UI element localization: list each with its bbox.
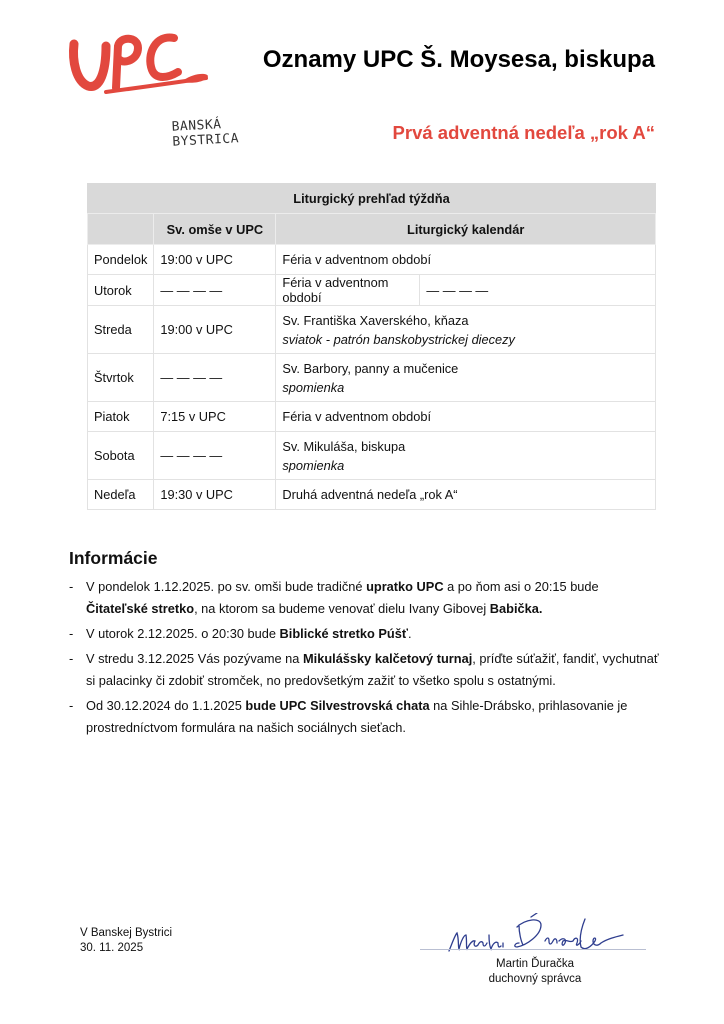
table-caption: Liturgický prehľad týždňa bbox=[88, 184, 656, 214]
calendar-feast: Sv. Mikuláša, biskupa bbox=[282, 438, 406, 454]
calendar-cell bbox=[276, 306, 656, 354]
calendar-rank: spomienka bbox=[282, 379, 345, 395]
info-text-run: V utorok 2.12.2025. o 20:30 bude bbox=[86, 626, 280, 641]
info-item bbox=[69, 648, 661, 692]
info-item bbox=[69, 623, 661, 645]
info-item bbox=[69, 695, 661, 739]
extra-cell: — — — — bbox=[420, 275, 656, 306]
mass-cell: — — — — bbox=[154, 432, 276, 480]
info-emphasis: Čitateľské stretko bbox=[86, 601, 195, 616]
mass-cell: 7:15 v UPC bbox=[154, 402, 276, 432]
mass-cell: 19:00 v UPC bbox=[154, 306, 276, 354]
table-row bbox=[88, 306, 656, 354]
signer-block bbox=[470, 957, 600, 987]
day-cell: Streda bbox=[88, 306, 154, 354]
calendar-cell bbox=[276, 354, 656, 402]
info-item-text bbox=[86, 626, 412, 641]
place: V Banskej Bystrici bbox=[80, 927, 173, 939]
info-text-run: V pondelok 1.12.2025. po sv. omši bude tradičné bbox=[86, 579, 367, 594]
place-date bbox=[80, 926, 172, 956]
day-cell: Sobota bbox=[88, 432, 154, 480]
bullet-dash: - bbox=[69, 579, 74, 594]
calendar-feast: Sv. Barbory, panny a mučenice bbox=[282, 360, 459, 376]
bullet-dash: - bbox=[69, 698, 74, 713]
calendar-cell bbox=[276, 432, 656, 480]
calendar-cell: Druhá adventná nedeľa „rok A“ bbox=[276, 480, 656, 510]
logo-subtitle: BANSKÁ BYSTRICA bbox=[171, 117, 240, 150]
column-header-day bbox=[88, 214, 154, 245]
mass-cell: 19:30 v UPC bbox=[154, 480, 276, 510]
info-item-text bbox=[86, 579, 599, 616]
day-cell: Nedeľa bbox=[88, 480, 154, 510]
table-row bbox=[88, 432, 656, 480]
info-heading: Informácie bbox=[69, 548, 158, 568]
info-text-run: , príďte súťažiť, fandiť, vychutnať si palacinky či zdobiť stromček, no predovšetkým zažiť to všetko spolu s ostatnými. bbox=[86, 651, 659, 688]
info-list bbox=[69, 576, 661, 742]
calendar-rank: spomienka bbox=[282, 457, 345, 473]
table-header-row bbox=[88, 214, 656, 245]
day-cell: Utorok bbox=[88, 275, 154, 306]
table-row bbox=[88, 245, 656, 275]
info-emphasis: Mikulášsky kalčetový turnaj bbox=[302, 651, 473, 666]
liturgical-table bbox=[87, 183, 656, 510]
calendar-cell: Féria v adventnom období bbox=[276, 245, 656, 275]
info-text-run: a po ňom asi o 20:15 bude bbox=[443, 579, 599, 594]
column-header-calendar: Liturgický kalendár bbox=[276, 214, 656, 245]
date: 30. 11. 2025 bbox=[80, 942, 144, 954]
table-row bbox=[88, 480, 656, 510]
info-text-run: , na ktorom sa budeme venovať dielu Ivany Gibovej bbox=[194, 601, 490, 616]
info-item bbox=[69, 576, 661, 620]
signer-name: Martin Ďuračka bbox=[496, 958, 574, 970]
info-emphasis: bude UPC Silvestrovská chata bbox=[245, 698, 430, 713]
info-text-run: Od 30.12.2024 do 1.1.2025 bbox=[86, 698, 246, 713]
info-emphasis: Biblické stretko Púšť bbox=[279, 626, 408, 641]
mass-cell: — — — — bbox=[154, 275, 276, 306]
page-subtitle: Prvá adventná nedeľa „rok A“ bbox=[392, 122, 655, 143]
mass-cell: 19:00 v UPC bbox=[154, 245, 276, 275]
bullet-dash: - bbox=[69, 651, 74, 666]
day-cell: Štvrtok bbox=[88, 354, 154, 402]
info-emphasis: Babička. bbox=[489, 601, 543, 616]
table-caption-row bbox=[88, 184, 656, 214]
info-item-text bbox=[86, 698, 627, 735]
info-emphasis: upratko UPC bbox=[366, 579, 444, 594]
calendar-feast: Sv. Františka Xaverského, kňaza bbox=[282, 312, 469, 328]
signature-line bbox=[420, 949, 646, 950]
day-cell: Pondelok bbox=[88, 245, 154, 275]
signature-image bbox=[445, 913, 625, 958]
mass-cell: — — — — bbox=[154, 354, 276, 402]
page-title: Oznamy UPC Š. Moysesa, biskupa bbox=[262, 46, 655, 73]
info-text-run: . bbox=[408, 626, 412, 641]
calendar-cell: Féria v adventnom období bbox=[276, 402, 656, 432]
info-item-text bbox=[86, 651, 659, 688]
day-cell: Piatok bbox=[88, 402, 154, 432]
table-row bbox=[88, 275, 656, 306]
info-text-run: V stredu 3.12.2025 Vás pozývame na bbox=[86, 651, 303, 666]
column-header-mass: Sv. omše v UPC bbox=[154, 214, 276, 245]
table-row bbox=[88, 354, 656, 402]
upc-logo-mark bbox=[66, 26, 216, 101]
info-text-run: na Sihle-Drábsko, prihlasovanie je prostredníctvom formulára na našich sociálnych sieťach. bbox=[86, 698, 628, 735]
signer-role: duchovný správca bbox=[488, 973, 582, 985]
calendar-cell: Féria v adventnom období bbox=[276, 275, 420, 306]
calendar-rank: sviatok - patrón banskobystrickej diecezy bbox=[282, 331, 515, 347]
upc-logo bbox=[66, 26, 240, 150]
bullet-dash: - bbox=[69, 626, 74, 641]
table-row bbox=[88, 402, 656, 432]
